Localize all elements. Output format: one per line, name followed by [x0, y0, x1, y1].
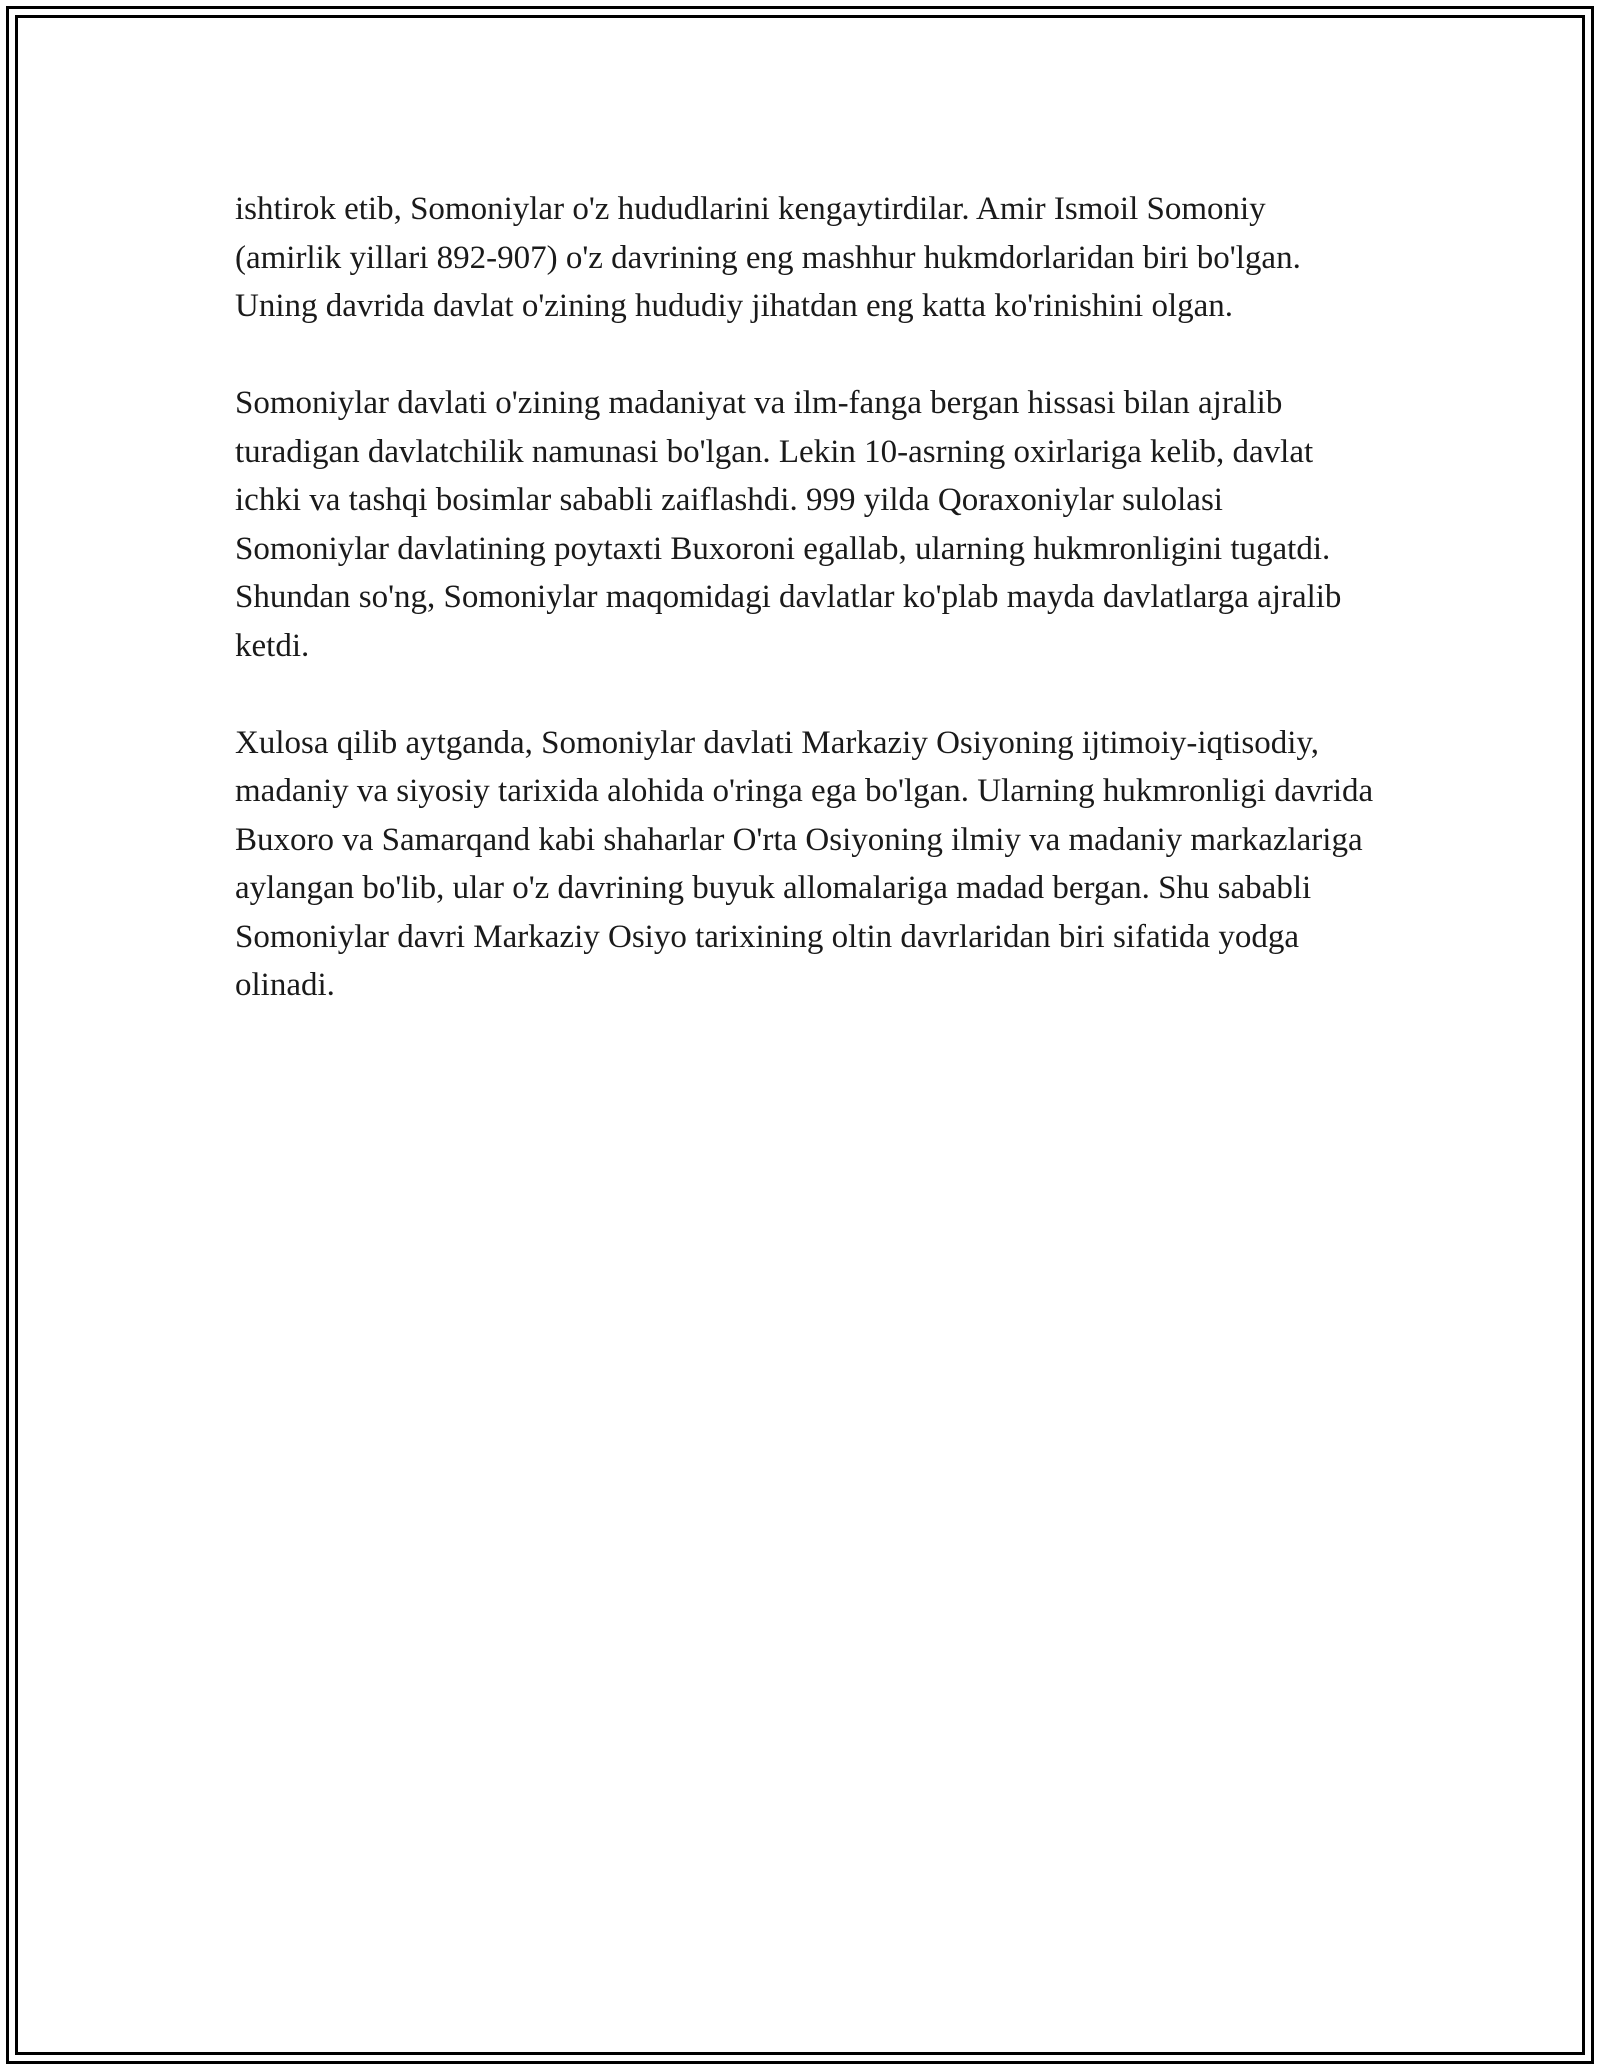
paragraph-2: Somoniylar davlati o'zining madaniyat va ilm-fanga bergan hissasi bilan ajralib turadigan davlatchilik namunasi bo'lgan. Lekin 10-asrning oxirlariga kelib, davlat ichki va tashqi bosimlar sababli zaiflashdi. 999 yilda Qoraxoniylar sulolasi Somoniylar davlatining poytaxti Buxoroni egallab, ularning hukmronligini tugatdi. Shundan so'ng, Somoniylar maqomidagi davlatlar ko'plab mayda davlatlarga ajralib ketdi.: [235, 385, 1342, 664]
paragraph-1: ishtirok etib, Somoniylar o'z hududlarini kengaytirdilar. Amir Ismoil Somoniy (amirlik yillari 892-907) o'z davrining eng mashhur hukmdorlaridan biri bo'lgan. Uning davrida davlat o'zining hududiy jihatdan eng katta ko'rinishini olgan.: [235, 191, 1301, 324]
document-body: [235, 185, 1375, 1058]
paragraph-3: Xulosa qilib aytganda, Somoniylar davlati Markaziy Osiyoning ijtimoiy-iqtisodiy, madaniy va siyosiy tarixida alohida o'ringa ega bo'lgan. Ularning hukmronligi davrida Buxoro va Samarqand kabi shaharlar O'rta Osiyoning ilmiy va madaniy markazlariga aylangan bo'lib, ular o'z davrining buyuk allomalariga madad bergan. Shu sababli Somoniylar davri Markaziy Osiyo tarixining oltin davrlaridan biri sifatida yodga olinadi.: [235, 724, 1374, 1003]
